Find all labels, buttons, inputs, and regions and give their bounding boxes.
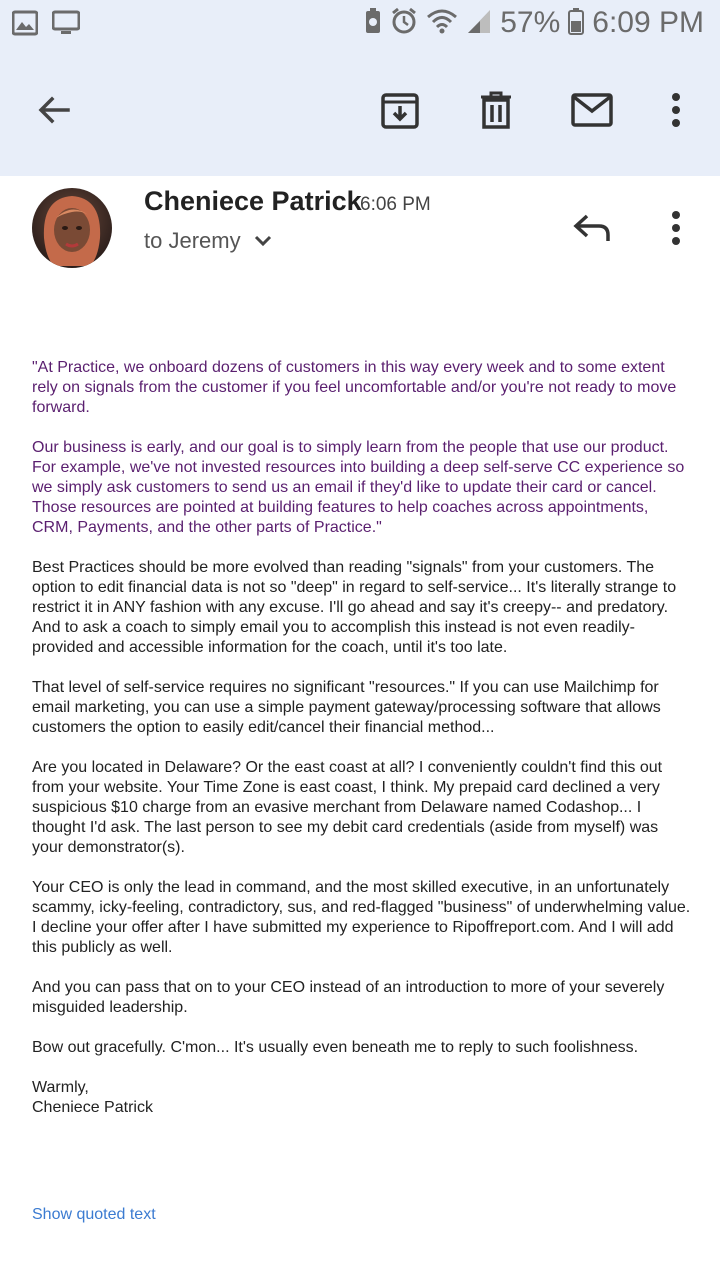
alarm-icon (390, 7, 418, 40)
body-paragraph: Are you located in Delaware? Or the east coast at all? I conveniently couldn't find this out from your website. Your Time Zone is east coast, I think. My prepaid card declined a very suspicious $10 charge from an evasive merchant from Delaware named Codashop... I thought I'd ask. The last person to see my debit card credentials (aside from myself) was your demonstrator(s). (32, 759, 663, 856)
mail-icon (571, 93, 613, 132)
body-paragraph: That level of self-service requires no significant "resources." If you can use Mailchimp for email marketing, you can use a simple payment gateway/processing software that allows customers the option to easily edit/cancel their financial method... (32, 679, 661, 736)
battery-percent: 57% (500, 6, 561, 39)
body-paragraph: And you can pass that on to your CEO instead of an introduction to more of your severely misguided leadership. (32, 979, 665, 1016)
body-paragraph: Bow out gracefully. C'mon... It's usually even beneath me to reply to such foolishness. (32, 1039, 639, 1056)
signoff: Warmly, (32, 1079, 89, 1096)
toolbar (0, 80, 720, 144)
quoted-paragraph: "At Practice, we onboard dozens of customers in this way every week and to some extent rely on signals from the customer if you feel uncomfortable and/or you're not ready to move forward. (32, 359, 677, 416)
sender-name: Cheniece Patrick (144, 186, 362, 216)
signal-icon (466, 7, 492, 40)
image-icon (12, 10, 38, 41)
recipient-label: to Jeremy (144, 228, 241, 253)
body-paragraph: Your CEO is only the lead in command, and the most skilled executive, in an unfortunately scammy, icky-feeling, contradictory, sus, and red-flagged "business" of underwhelming value. I decline your offer after I have submitted my experience to Ripoffreport.com. And I will add this publicly as well. (32, 879, 691, 956)
reply-button[interactable] (568, 206, 616, 254)
more-options-button[interactable] (652, 88, 700, 136)
delete-button[interactable] (472, 88, 520, 136)
recipients-toggle[interactable] (144, 228, 273, 254)
archive-icon (381, 91, 419, 134)
trash-icon (479, 91, 513, 134)
chevron-down-icon (253, 228, 273, 254)
message-body (32, 358, 692, 1118)
battery-icon (568, 7, 584, 40)
show-quoted-text-link[interactable]: Show quoted text (32, 1206, 156, 1223)
back-arrow-icon (36, 92, 72, 133)
wifi-icon (426, 7, 458, 40)
quoted-paragraph: Our business is early, and our goal is to simply learn from the people that use our product. For example, we've not invested resources into building a deep self-serve CC experience so we simply ask customers to send us an email if they'd like to update their card or cancel. Those resources are pointed at building features to help coaches across appointments, CRM, Payments, and the other parts of Practice." (32, 439, 685, 536)
more-vert-icon (671, 92, 681, 133)
sent-time: 6:06 PM (360, 194, 431, 215)
mark-unread-button[interactable] (568, 88, 616, 136)
cast-icon (52, 10, 80, 41)
archive-button[interactable] (376, 88, 424, 136)
reply-icon (573, 213, 611, 248)
body-paragraph: Best Practices should be more evolved than reading "signals" from your customers. The option to edit financial data is not so "deep" in regard to self-service... It's literally strange to restrict it in ANY fashion with any excuse. I'll go ahead and say it's creepy-- and predatory. And to ask a coach to simply email you to accomplish this instead is not even readily-provided and accessible information for the coach, until it's too late. (32, 559, 677, 656)
signature: Cheniece Patrick (32, 1099, 153, 1116)
back-button[interactable] (30, 88, 78, 136)
message-header (0, 176, 720, 296)
battery-saver-icon (364, 7, 382, 40)
top-area (0, 0, 720, 176)
clock: 6:09 PM (592, 6, 704, 39)
status-bar (0, 0, 720, 50)
message-more-button[interactable] (656, 206, 696, 254)
avatar[interactable] (32, 188, 112, 268)
more-vert-icon (671, 210, 681, 251)
